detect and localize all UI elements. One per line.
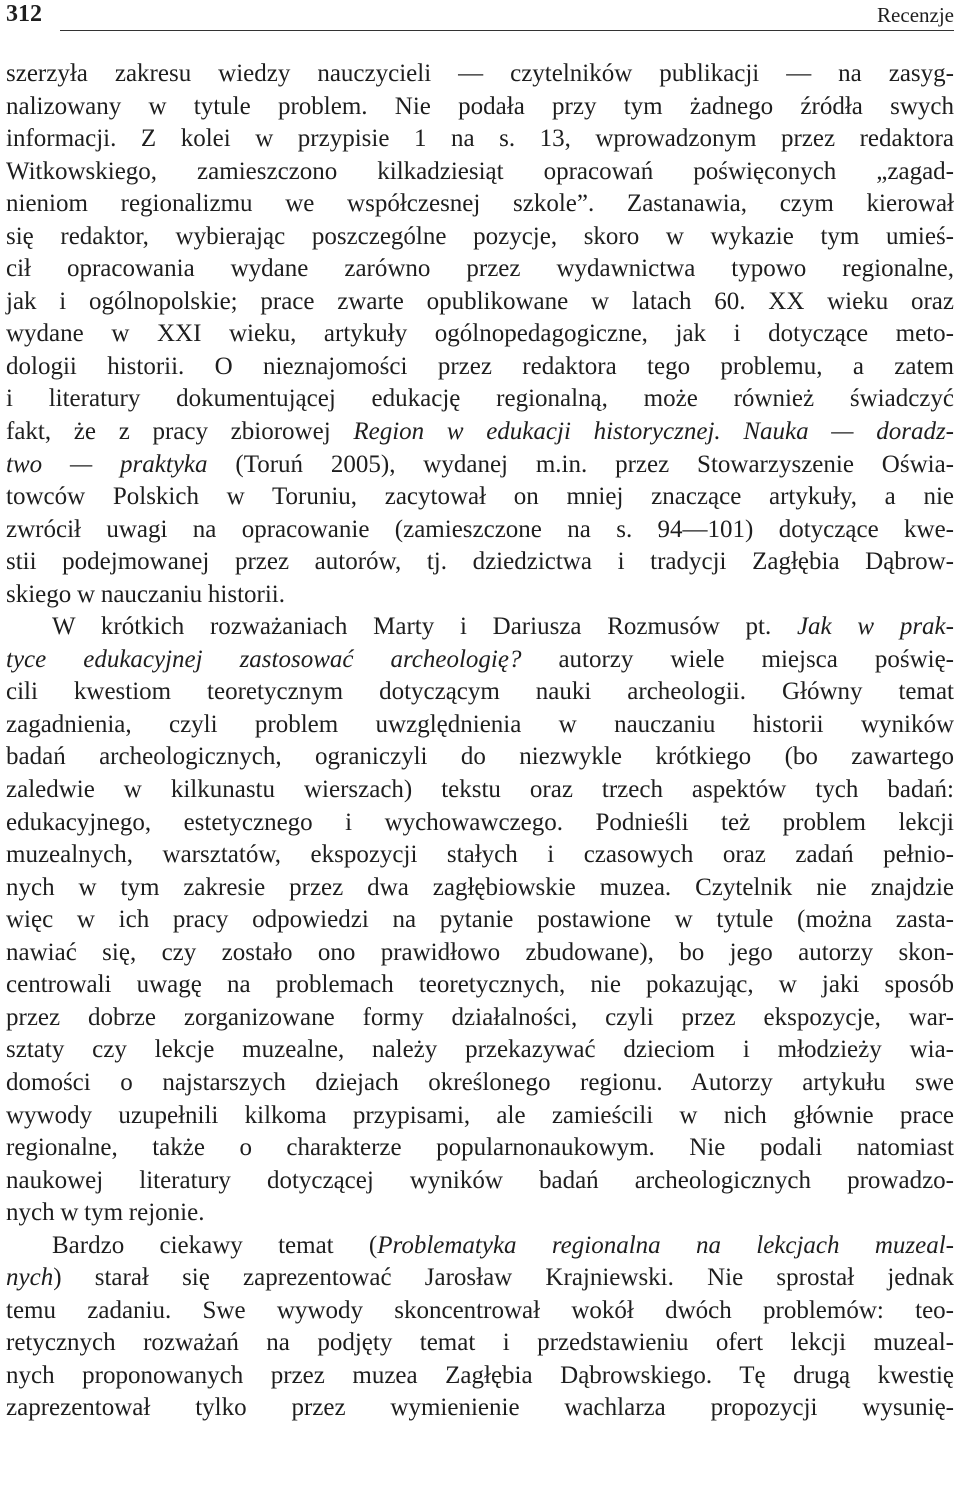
- body-text: Witkowskiego, zamieszczono kilkadziesiąt opracowań poświęconych „zagad-: [6, 157, 954, 185]
- text-line: [6, 123, 954, 156]
- text-line: [6, 481, 954, 514]
- text-line: [6, 91, 954, 124]
- text-line: [6, 546, 954, 579]
- text-line: [6, 253, 954, 286]
- body-text: naukowej literatury dotyczącej wyników badań archeologicznych prowadzo-: [6, 1166, 954, 1194]
- body-text: skiego w nauczaniu historii.: [6, 580, 285, 608]
- text-line: [6, 709, 954, 742]
- text-line: [6, 1295, 954, 1328]
- text-line: [6, 286, 954, 319]
- body-text: muzealnych, warsztatów, ekspozycji stałych i czasowych oraz zadań pełnio-: [6, 841, 954, 869]
- italic-title-text: two — praktyka: [6, 450, 208, 478]
- italic-title-text: Jak w prak-: [796, 613, 954, 641]
- italic-title-text: nych: [6, 1264, 54, 1292]
- body-text: nalizowany w tytule problem. Nie podała przy tym żadnego źródła swych: [6, 92, 954, 120]
- body-text: edukacyjnego, estetycznego i wychowawczego. Podnieśli też problem lekcji: [6, 808, 954, 836]
- text-line: [6, 1034, 954, 1067]
- body-text: dologii historii. O nieznajomości przez redaktora tego problemu, a zatem: [6, 352, 954, 380]
- text-line: [6, 1165, 954, 1198]
- body-text: wywody uzupełnili kilkoma przypisami, ale zamieścili w nich głównie prace: [6, 1101, 954, 1129]
- body-text: regionalne, także o charakterze popularnonaukowym. Nie podali natomiast: [6, 1134, 954, 1162]
- text-line: [6, 1392, 954, 1425]
- text-line: [6, 383, 954, 416]
- text-line: [6, 872, 954, 905]
- italic-title-text: Problematyka regionalna na lekcjach muzeal-: [377, 1231, 954, 1259]
- body-text: retycznych rozważań na podjęty temat i przedstawieniu ofert lekcji muzeal-: [6, 1329, 954, 1357]
- text-line: [6, 904, 954, 937]
- body-text: nych w tym zakresie przez dwa zagłębiowskie muzea. Czytelnik nie znajdzie: [6, 873, 954, 901]
- text-line: [6, 416, 954, 449]
- text-line: [6, 449, 954, 482]
- body-text: przez dobrze zorganizowane formy działalności, czyli przez ekspozycje, war-: [6, 1003, 954, 1031]
- body-text: nych w tym rejonie.: [6, 1199, 205, 1227]
- text-line: [6, 1100, 954, 1133]
- page-body: [6, 58, 954, 1425]
- body-text: badań archeologicznych, ograniczyli do niezwykle krótkiego (bo zawartego: [6, 743, 954, 771]
- body-text: informacji. Z kolei w przypisie 1 na s. 13, wprowadzonym przez redaktora: [6, 125, 954, 153]
- body-text: towców Polskich w Toruniu, zacytował on mniej znaczące artykuły, a nie: [6, 483, 954, 511]
- text-line: [6, 1360, 954, 1393]
- text-line: [6, 1230, 954, 1263]
- text-line: [6, 58, 954, 91]
- text-line: [6, 579, 954, 612]
- body-text: cił opracowania wydane zarówno przez wydawnictwa typowo regionalne,: [6, 255, 954, 283]
- body-text: fakt, że z pracy zbiorowej: [6, 418, 354, 446]
- text-line: [6, 774, 954, 807]
- body-text: (Toruń 2005), wydanej m.in. przez Stowarzyszenie Oświa-: [207, 450, 954, 478]
- text-line: [6, 156, 954, 189]
- body-text: cili kwestiom teoretycznym dotyczącym nauki archeologii. Główny temat: [6, 678, 954, 706]
- body-text: wydane w XXI wieku, artykuły ogólnopedagogiczne, jak i dotyczące meto-: [6, 320, 954, 348]
- page-header: [0, 0, 960, 34]
- text-line: [6, 1002, 954, 1035]
- running-head: Recenzje: [877, 3, 954, 27]
- text-line: [6, 1262, 954, 1295]
- italic-title-text: Region w edukacji historycznej. Nauka — doradz-: [353, 418, 954, 446]
- body-text: ) starał się zaprezentować Jarosław Krajniewski. Nie sprostał jednak: [53, 1264, 954, 1292]
- text-line: [6, 318, 954, 351]
- text-line: [6, 807, 954, 840]
- body-text: domości o najstarszych dziejach określonego regionu. Autorzy artykułu swe: [6, 1068, 954, 1096]
- body-text: jak i ogólnopolskie; prace zwarte opublikowane w latach 60. XX wieku oraz: [6, 287, 954, 315]
- header-rule: [60, 30, 954, 31]
- text-line: [6, 221, 954, 254]
- text-line: [6, 188, 954, 221]
- text-line: [6, 644, 954, 677]
- body-text: zaledwie w kilkunastu wierszach) tekstu oraz trzech aspektów tych badań:: [6, 776, 954, 804]
- text-line: [6, 351, 954, 384]
- body-text: zwrócił uwagi na opracowanie (zamieszczone na s. 94—101) dotyczące kwe-: [6, 515, 954, 543]
- italic-title-text: tyce edukacyjnej zastosować archeologię?: [6, 645, 522, 673]
- body-text: centrowali uwagę na problemach teoretycznych, nie pokazując, w jaki sposób: [6, 971, 954, 999]
- body-text: zagadnienia, czyli problem uwzględnienia w nauczaniu historii wyników: [6, 710, 954, 738]
- body-text: autorzy wiele miejsca poświę-: [521, 645, 954, 673]
- text-line: [6, 611, 954, 644]
- body-text: nawiać się, czy zostało ono prawidłowo zbudowane), bo jego autorzy skon-: [6, 938, 954, 966]
- body-text: zaprezentował tylko przez wymienienie wachlarza propozycji wysunię-: [6, 1394, 954, 1422]
- body-text: się redaktor, wybierając poszczególne pozycje, skoro w wykazie tym umieś-: [6, 222, 954, 250]
- text-line: [6, 514, 954, 547]
- body-text: więc w ich pracy odpowiedzi na pytanie postawione w tytule (można zasta-: [6, 906, 954, 934]
- body-text: szerzyła zakresu wiedzy nauczycieli — czytelników publikacji — na zasyg-: [6, 60, 954, 87]
- text-line: [6, 1132, 954, 1165]
- text-line: [6, 1327, 954, 1360]
- text-line: [6, 839, 954, 872]
- text-line: [6, 676, 954, 709]
- body-text: stii podejmowanej przez autorów, tj. dziedzictwa i tradycji Zagłębia Dąbrow-: [6, 548, 954, 576]
- body-text: sztaty czy lekcje muzealne, należy przekazywać dzieciom i młodzieży wia-: [6, 1036, 954, 1064]
- body-text: nych proponowanych przez muzea Zagłębia Dąbrowskiego. Tę drugą kwestię: [6, 1361, 954, 1389]
- body-text: Bardzo ciekawy temat (: [52, 1231, 378, 1259]
- body-text: nieniom regionalizmu we współczesnej szkole”. Zastanawia, czym kierował: [6, 190, 954, 218]
- text-line: [6, 1197, 954, 1230]
- text-line: [6, 969, 954, 1002]
- body-text: i literatury dokumentującej edukację regionalną, może również świadczyć: [6, 385, 954, 413]
- text-line: [6, 741, 954, 774]
- body-text: W krótkich rozważaniach Marty i Dariusza Rozmusów pt.: [52, 613, 797, 641]
- page-number: 312: [6, 1, 42, 27]
- text-line: [6, 1067, 954, 1100]
- body-text: temu zadaniu. Swe wywody skoncentrował wokół dwóch problemów: teo-: [6, 1296, 954, 1324]
- text-line: [6, 937, 954, 970]
